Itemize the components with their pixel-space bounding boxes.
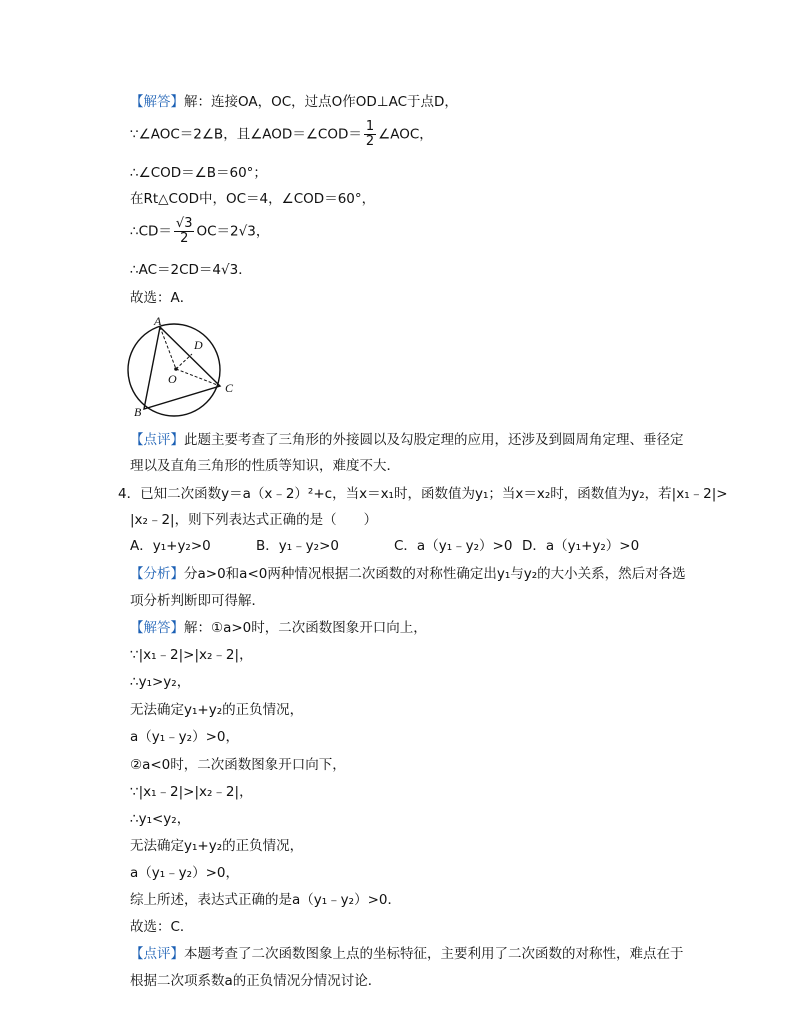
solution-1-line-2 (130, 120, 433, 149)
option-d: D．a（y₁+y₂）>0 (522, 538, 640, 554)
analysis-line-2: 项分析判断即可得解． (130, 593, 265, 609)
solution-1-line-5 (130, 217, 269, 246)
fraction-half (364, 120, 376, 149)
option-c: C．a（y₁﹣y₂）>0 (394, 538, 513, 554)
comment-tag: 【点评】 (130, 946, 184, 962)
solution-2-line-9: 无法确定y₁+y₂的正负情况， (130, 838, 304, 854)
question-number: 4． (118, 486, 141, 502)
solution-1-choice: 故选：A． (130, 290, 194, 306)
solution-2-line-2: ∵|x₁﹣2|>|x₂﹣2|， (130, 647, 253, 663)
comment-text: 本题考查了二次函数图象上点的坐标特征，主要利用了二次函数的对称性，难点在于 (184, 946, 684, 962)
circumcircle (128, 324, 220, 416)
analysis-tag: 【分析】 (130, 566, 184, 582)
solution-2-line-3: ∴y₁>y₂， (130, 674, 191, 690)
label-d: D (194, 338, 203, 352)
comment-text: 此题主要考查了三角形的外接圆以及勾股定理的应用，还涉及到圆周角定理、垂径定 (184, 432, 684, 448)
solution-2-line-5: a（y₁﹣y₂）>0， (130, 729, 239, 745)
segment-oc (176, 369, 220, 386)
fraction-numerator: 1 (365, 119, 375, 134)
solution-2-line-6: ②a<0时，二次函数图象开口向下， (130, 757, 346, 773)
label-c: C (225, 381, 234, 395)
analysis-text: 分a>0和a<0两种情况根据二次函数的对称性确定出y₁与y₂的大小关系，然后对各选 (184, 566, 686, 582)
comment-1-line-2: 理以及直角三角形的性质等知识，难度不大． (130, 458, 400, 474)
question-text: 已知二次函数y＝a（x﹣2）²+c，当x＝x₁时，函数值为y₁；当x＝x₂时，函数值为y₂，若|x₁﹣2|> (140, 486, 728, 502)
equation-part: ∴CD＝ (130, 223, 172, 240)
solution-2-line-8: ∴y₁<y₂， (130, 811, 191, 827)
equation-part: ∠AOC， (378, 126, 433, 143)
option-a: A．y₁+y₂>0 (130, 538, 211, 554)
option-b: B．y₁﹣y₂>0 (256, 538, 339, 554)
center-point (174, 367, 178, 371)
label-o: O (168, 372, 177, 386)
solution-2-line-10: a（y₁﹣y₂）>0， (130, 865, 239, 881)
solution-tag: 【解答】 (130, 94, 184, 110)
solution-text: 解：①a>0时，二次函数图象开口向上， (184, 620, 427, 636)
equation-part: ∵∠AOC＝2∠B，且∠AOD＝∠COD＝ (130, 126, 362, 143)
solution-1-line-4: 在Rt△COD中，OC＝4，∠COD＝60°， (130, 191, 376, 207)
analysis-line-1 (130, 564, 686, 584)
fraction-sqrt3-over-2 (174, 217, 195, 246)
question-4-options (130, 536, 639, 556)
solution-1-line-3: ∴∠COD＝∠B＝60°； (130, 165, 267, 181)
solution-2-line-7: ∵|x₁﹣2|>|x₂﹣2|， (130, 784, 253, 800)
comment-1-line-1 (130, 430, 684, 450)
fraction-numerator: √3 (175, 216, 193, 231)
equation-part: OC＝2√3， (196, 223, 270, 240)
comment-2-line-2: 根据二次项系数a的正负情况分情况讨论． (130, 973, 382, 989)
solution-1-line-1 (130, 92, 458, 112)
segment-oa (160, 327, 176, 369)
circle-triangle-figure (124, 314, 244, 424)
solution-2-line-1 (130, 618, 427, 638)
solution-2-line-12: 故选：C． (130, 919, 194, 935)
solution-text: 解：连接OA，OC，过点O作OD⊥AC于点D， (184, 94, 458, 110)
solution-tag: 【解答】 (130, 620, 184, 636)
solution-2-line-11: 综上所述，表达式正确的是a（y₁﹣y₂）>0． (130, 892, 401, 908)
label-b: B (134, 405, 142, 419)
fraction-denominator: 2 (180, 231, 189, 246)
fraction-denominator: 2 (365, 134, 375, 149)
comment-tag: 【点评】 (130, 432, 184, 448)
comment-2-line-1 (130, 944, 684, 964)
question-4-line-1 (118, 484, 728, 504)
solution-1-line-6: ∴AC＝2CD＝4√3． (130, 262, 252, 278)
label-a: A (154, 314, 162, 328)
question-4-line-2: |x₂﹣2|，则下列表达式正确的是（ ） (130, 512, 378, 528)
solution-2-line-4: 无法确定y₁+y₂的正负情况， (130, 702, 304, 718)
